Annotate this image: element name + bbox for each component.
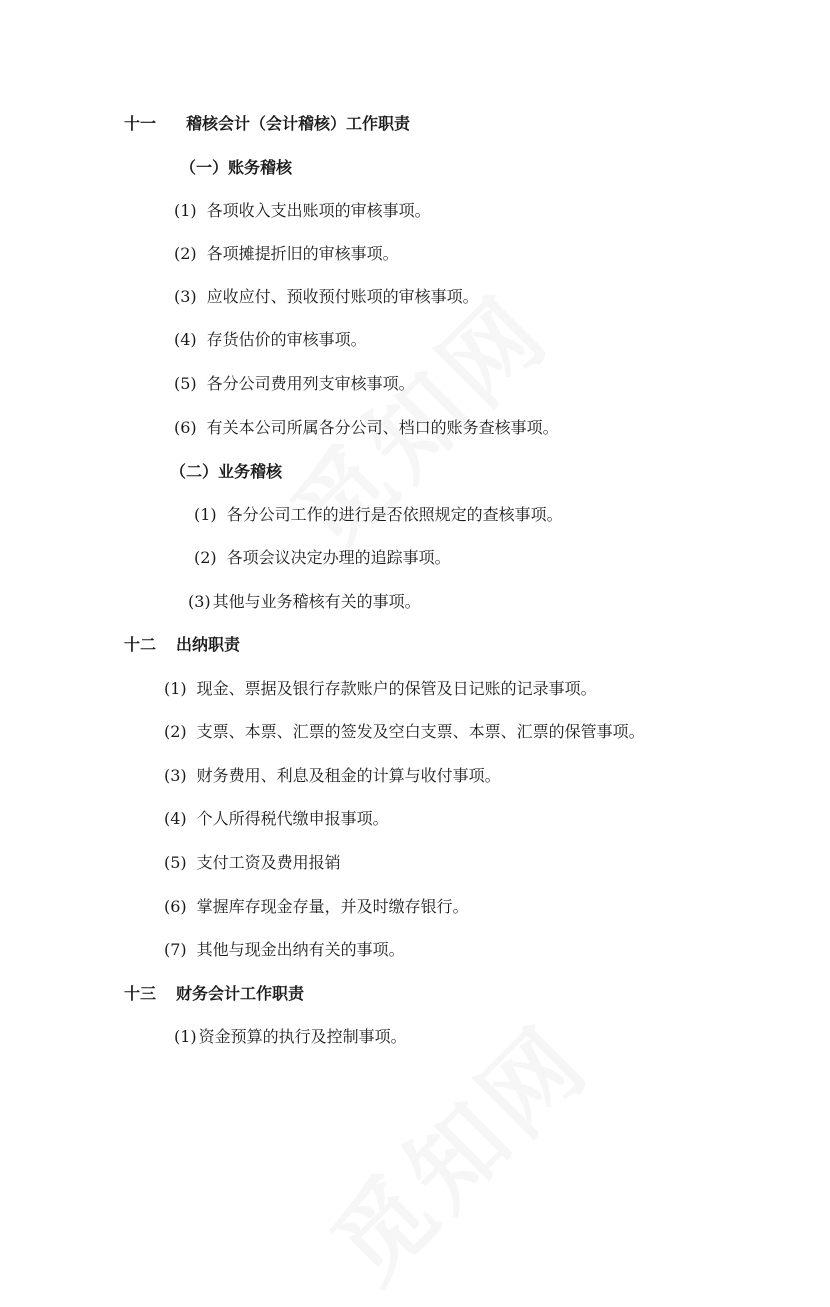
item-text: 其他与业务稽核有关的事项。 (212, 592, 421, 611)
item-number: (1) (174, 201, 197, 220)
item-text: 掌握库存现金存量，并及时缴存银行。 (196, 897, 469, 916)
list-item (174, 330, 367, 350)
section-heading-13 (124, 984, 304, 1004)
item-number: (2) (174, 244, 197, 263)
list-item (164, 940, 405, 960)
item-number: (1) (164, 679, 187, 698)
list-item (164, 766, 501, 786)
item-number: (3) (164, 766, 187, 785)
item-number: (6) (174, 418, 197, 437)
item-text: 支付工资及费用报销 (196, 853, 341, 872)
item-number: (4) (174, 330, 197, 349)
list-item (194, 548, 451, 568)
item-number: (4) (164, 809, 187, 828)
item-text: 有关本公司所属各分公司、档口的账务查核事项。 (206, 418, 559, 437)
item-text: 各项会议决定办理的追踪事项。 (226, 548, 451, 567)
section-heading-11 (124, 114, 410, 134)
item-text: 支票、本票、汇票的签发及空白支票、本票、汇票的保管事项。 (196, 722, 645, 741)
item-text: 资金预算的执行及控制事项。 (198, 1027, 407, 1046)
section-heading-12 (124, 635, 240, 655)
list-item (174, 1027, 407, 1047)
item-text: 现金、票据及银行存款账户的保管及日记账的记录事项。 (196, 679, 597, 698)
item-text: 各分公司工作的进行是否依照规定的查核事项。 (226, 505, 563, 524)
section-title: 出纳职责 (176, 635, 241, 654)
list-item (164, 853, 341, 873)
list-item (174, 201, 431, 221)
item-text: 应收应付、预收预付账项的审核事项。 (206, 287, 479, 306)
item-number: (3) (188, 592, 211, 611)
item-number: (6) (164, 897, 187, 916)
item-number: (5) (164, 853, 187, 872)
section-title: 财务会计工作职责 (176, 984, 305, 1003)
item-number: (5) (174, 374, 197, 393)
list-item (174, 287, 479, 307)
list-item (164, 897, 469, 917)
subsection-heading-business-audit (170, 462, 282, 482)
item-text: 财务费用、利息及租金的计算与收付事项。 (196, 766, 501, 785)
item-text: 各项摊提折旧的审核事项。 (206, 244, 399, 263)
item-text: 个人所得税代缴申报事项。 (196, 809, 389, 828)
item-text: 存货估价的审核事项。 (206, 330, 367, 349)
item-number: (7) (164, 940, 187, 959)
section-number: 十一 (124, 114, 157, 133)
list-item (164, 722, 645, 742)
item-text: 各分公司费用列支审核事项。 (206, 374, 415, 393)
list-item (174, 418, 559, 438)
item-text: 其他与现金出纳有关的事项。 (196, 940, 405, 959)
list-item (174, 244, 399, 264)
item-number: (1) (174, 1027, 197, 1046)
list-item (174, 374, 415, 394)
item-number: (2) (164, 722, 187, 741)
item-number: (1) (194, 505, 217, 524)
subsection-heading-account-audit (180, 158, 292, 178)
list-item (164, 679, 597, 699)
item-number: (2) (194, 548, 217, 567)
item-number: (3) (174, 287, 197, 306)
section-number: 十二 (124, 635, 157, 654)
list-item (188, 592, 421, 612)
section-title: 稽核会计（会计稽核）工作职责 (186, 114, 411, 133)
section-number: 十三 (124, 984, 157, 1003)
subsection-title: （二）业务稽核 (170, 462, 283, 481)
list-item (164, 809, 389, 829)
subsection-title: （一）账务稽核 (180, 158, 293, 177)
list-item (194, 505, 563, 525)
item-text: 各项收入支出账项的审核事项。 (206, 201, 431, 220)
